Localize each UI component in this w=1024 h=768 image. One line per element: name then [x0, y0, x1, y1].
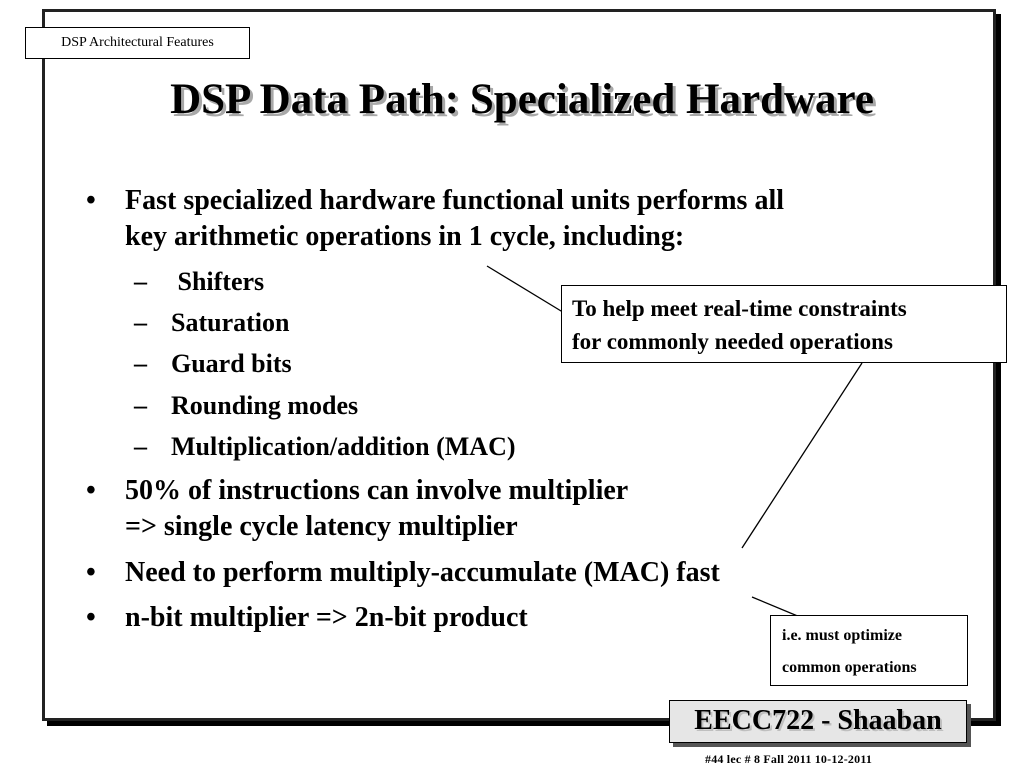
bullet-glyph: •	[86, 557, 96, 588]
dash-glyph: –	[134, 432, 147, 461]
sub-bullet-item	[134, 431, 516, 463]
course-badge-text: EECC722 - Shaaban	[694, 705, 942, 736]
sub-bullet-item	[134, 266, 264, 298]
bullet-text-line: key arithmetic operations in 1 cycle, including:	[125, 221, 685, 252]
callout-text-line: i.e. must optimize	[782, 627, 902, 644]
sub-bullet-item	[134, 348, 292, 380]
sub-bullet-item	[134, 307, 289, 339]
sub-bullet-text: Rounding modes	[171, 391, 359, 420]
callout-text-line: To help meet real-time constraints	[572, 296, 907, 321]
dash-glyph: –	[134, 267, 147, 296]
bullet-text-line: Fast specialized hardware functional units performs all	[125, 185, 785, 216]
bullet-glyph: •	[86, 185, 96, 216]
footer-info: #44 lec # 8 Fall 2011 10-12-2011	[705, 752, 873, 766]
bullet-text-line: 50% of instructions can involve multiplier	[125, 475, 629, 506]
sub-bullet-text: Guard bits	[171, 349, 292, 378]
callout-text-line: for commonly needed operations	[572, 329, 893, 354]
bullet-item	[86, 473, 628, 545]
bullet-text-line: Need to perform multiply-accumulate (MAC) fast	[125, 557, 720, 588]
dash-glyph: –	[134, 391, 147, 420]
dash-glyph: –	[134, 349, 147, 378]
dash-glyph: –	[134, 308, 147, 337]
bullet-text-line: => single cycle latency multiplier	[125, 511, 518, 542]
sub-bullet-text: Shifters	[171, 267, 265, 296]
bullet-text-line: n-bit multiplier => 2n-bit product	[125, 602, 528, 633]
bullet-glyph: •	[86, 602, 96, 633]
bullet-item	[86, 183, 784, 255]
callout-optimize-note	[770, 615, 968, 686]
bullet-item	[86, 600, 528, 636]
sub-bullet-text: Saturation	[171, 308, 290, 337]
course-badge	[669, 700, 967, 743]
bullet-item	[86, 555, 720, 591]
sub-bullet-item	[134, 390, 358, 422]
sub-bullet-text: Multiplication/addition (MAC)	[171, 432, 516, 461]
slide-title: DSP Data Path: Specialized Hardware	[170, 76, 874, 123]
bullet-glyph: •	[86, 475, 96, 506]
callout-realtime-note	[561, 285, 1007, 363]
callout-text-line: common operations	[782, 659, 917, 676]
section-tag: DSP Architectural Features	[25, 27, 250, 59]
